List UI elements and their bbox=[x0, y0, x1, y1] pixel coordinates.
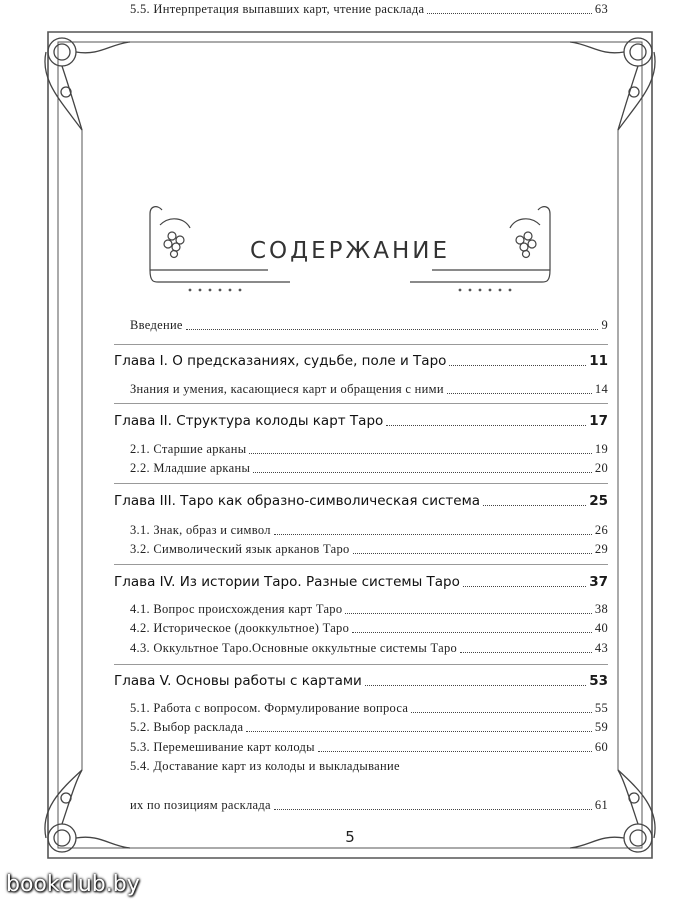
dot-leader bbox=[186, 329, 599, 330]
toc-entry-title: 2.2. Младшие арканы bbox=[130, 461, 251, 475]
toc-entry-page: 61 bbox=[594, 798, 608, 812]
toc-entry-title: Введение bbox=[130, 318, 183, 332]
toc-entry-title: 4.3. Оккультное Таро.Основные оккультные системы Таро bbox=[130, 641, 458, 655]
toc-entry bbox=[130, 540, 608, 558]
toc-chapter-entry bbox=[114, 412, 608, 430]
toc-entry-title: их по позициям расклада bbox=[130, 798, 271, 812]
dot-leader bbox=[249, 453, 591, 454]
toc-entry-page: 14 bbox=[594, 382, 608, 396]
dot-leader bbox=[447, 393, 592, 394]
toc-entry-page: 38 bbox=[594, 602, 608, 616]
toc-entry-page: 43 bbox=[594, 641, 608, 655]
toc-entry-title: 5.2. Выбор расклада bbox=[130, 720, 244, 734]
dot-leader bbox=[411, 712, 592, 713]
toc-entry-title: Знания и умения, касающиеся карт и обращения с ними bbox=[130, 382, 444, 396]
dot-leader bbox=[460, 652, 592, 653]
dot-leader bbox=[352, 632, 592, 633]
toc-entry-page: 60 bbox=[594, 740, 608, 754]
toc-entry-page: 53 bbox=[589, 673, 608, 689]
section-divider bbox=[114, 664, 608, 665]
toc-entry-page: 17 bbox=[589, 413, 608, 429]
toc-entry-title: 5.3. Перемешивание карт колоды bbox=[130, 740, 315, 754]
toc-entry-page: 19 bbox=[594, 442, 608, 456]
toc-entry bbox=[130, 0, 608, 18]
toc-entry-title: 3.2. Символический язык арканов Таро bbox=[130, 542, 350, 556]
toc-entry-page: 59 bbox=[594, 720, 608, 734]
toc-entry bbox=[130, 316, 608, 334]
toc-chapter-entry bbox=[114, 573, 608, 591]
dot-leader bbox=[318, 751, 592, 752]
section-divider bbox=[114, 564, 608, 565]
toc-entry-page: 26 bbox=[594, 523, 608, 537]
toc-entry bbox=[130, 600, 608, 618]
dot-leader bbox=[365, 685, 586, 686]
dot-leader bbox=[274, 534, 592, 535]
toc-entry bbox=[130, 718, 608, 736]
toc-entry-title: 4.1. Вопрос происхождения карт Таро bbox=[130, 602, 343, 616]
toc-entry-page: 37 bbox=[589, 574, 608, 590]
toc-entry bbox=[130, 459, 608, 477]
page-title: СОДЕРЖАНИЕ bbox=[249, 238, 451, 264]
toc-chapter-entry bbox=[114, 492, 608, 510]
section-divider bbox=[114, 483, 608, 484]
toc-entry-title: 4.2. Историческое (дооккультное) Таро bbox=[130, 621, 350, 635]
toc-entry-title: 5.5. Интерпретация выпавших карт, чтение расклада bbox=[130, 2, 425, 16]
toc-entry bbox=[130, 639, 608, 657]
toc-entry-title: 5.1. Работа с вопросом. Формулирование вопроса bbox=[130, 701, 409, 715]
toc-entry-page: 40 bbox=[594, 621, 608, 635]
toc-entry-title: Глава III. Таро как образно-символическая система bbox=[114, 493, 481, 509]
toc-entry-title: Глава I. О предсказаниях, судьбе, поле и Таро bbox=[114, 353, 447, 369]
dot-leader bbox=[463, 586, 586, 587]
toc-entry bbox=[130, 380, 608, 398]
dot-leader bbox=[386, 425, 586, 426]
dot-leader bbox=[483, 505, 586, 506]
toc-entry-title: 5.4. Доставание карт из колоды и выкладывание bbox=[130, 759, 400, 773]
dot-leader bbox=[253, 472, 592, 473]
toc-entry bbox=[130, 738, 608, 756]
dot-leader bbox=[353, 553, 592, 554]
dot-leader bbox=[274, 809, 592, 810]
toc-chapter-entry bbox=[114, 672, 608, 690]
toc-entry-page: 55 bbox=[594, 701, 608, 715]
toc-entry-title: Глава II. Структура колоды карт Таро bbox=[114, 413, 384, 429]
page-number: 5 bbox=[345, 828, 355, 846]
dot-leader bbox=[427, 13, 592, 14]
dot-leader bbox=[449, 365, 586, 366]
toc-entry-title: 3.1. Знак, образ и символ bbox=[130, 523, 271, 537]
dot-leader bbox=[345, 613, 592, 614]
dot-leader bbox=[246, 731, 591, 732]
toc-entry-title: 2.1. Старшие арканы bbox=[130, 442, 247, 456]
toc-entry bbox=[130, 619, 608, 637]
toc-entry bbox=[130, 699, 608, 717]
watermark: bookclub.by bbox=[6, 872, 140, 897]
toc-entry-page: 29 bbox=[594, 542, 608, 556]
toc-entry-line bbox=[130, 757, 608, 775]
toc-chapter-entry bbox=[114, 352, 608, 370]
toc-entry bbox=[130, 440, 608, 458]
toc-entry-page: 63 bbox=[594, 2, 608, 16]
toc-entry-page: 25 bbox=[589, 493, 608, 509]
toc-entry-page: 20 bbox=[594, 461, 608, 475]
section-divider bbox=[114, 403, 608, 404]
toc-entry-page: 9 bbox=[601, 318, 608, 332]
toc-entry bbox=[130, 521, 608, 539]
toc-entry bbox=[130, 796, 608, 814]
toc-entry-title: Глава IV. Из истории Таро. Разные системы Таро bbox=[114, 574, 460, 590]
toc-entry-title: Глава V. Основы работы с картами bbox=[114, 673, 362, 689]
section-divider bbox=[114, 344, 608, 345]
toc-entry-page: 11 bbox=[589, 353, 608, 369]
